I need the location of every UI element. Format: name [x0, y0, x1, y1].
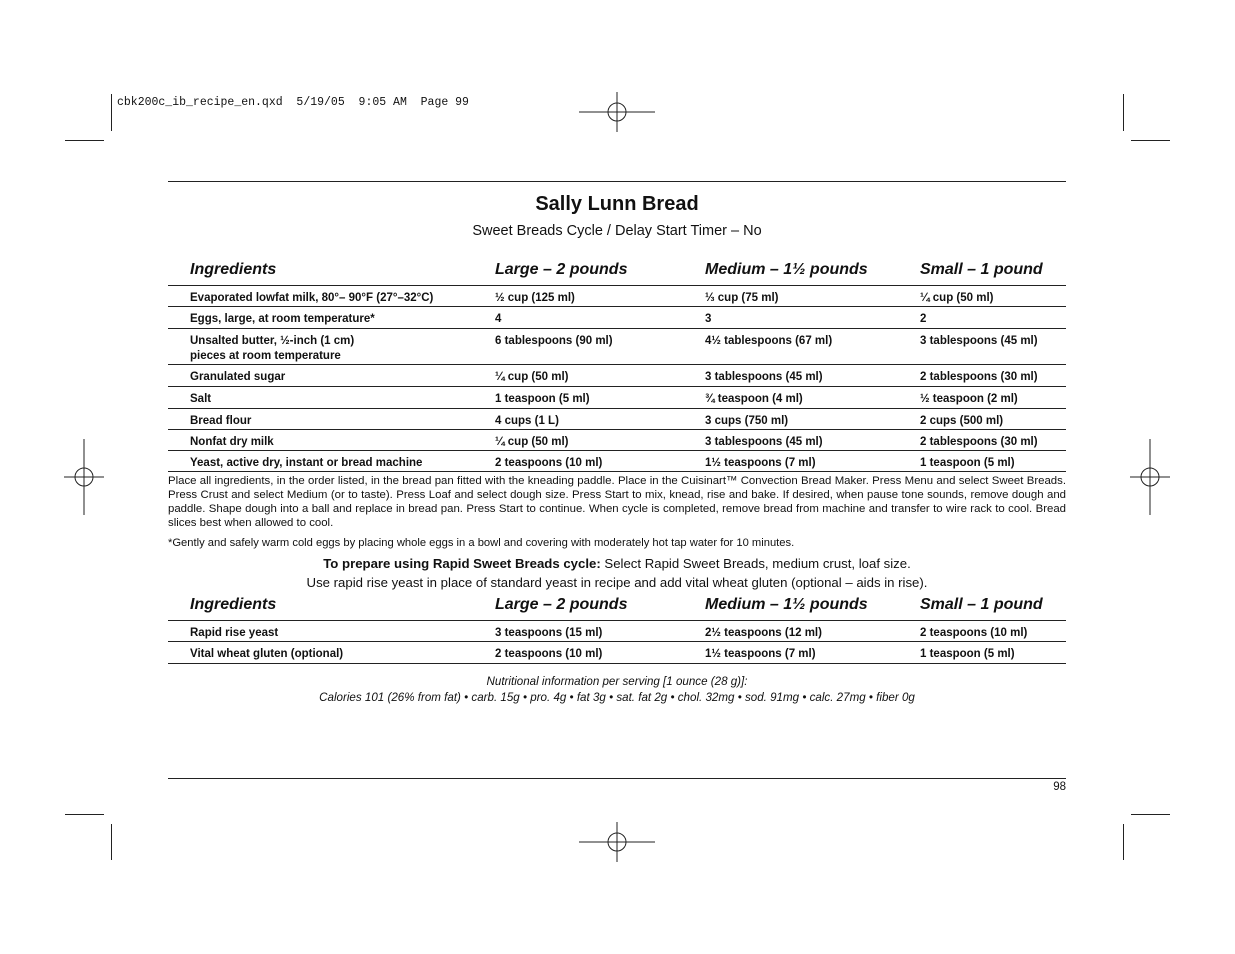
- table-row: [168, 409, 1066, 430]
- rapid-ingredients-table: [168, 596, 1066, 664]
- printer-slug: cbk200c_ib_recipe_en.qxd 5/19/05 9:05 AM Page 99: [117, 96, 469, 109]
- crop-mark-bottom-right-vertical: [1123, 824, 1124, 860]
- large-amount: ¼ cup (50 ml): [495, 371, 569, 383]
- rapid-cycle-line2: Use rapid rise yeast in place of standard yeast in recipe and add vital wheat gluten (optional – aids in rise).: [306, 575, 928, 590]
- small-amount: 1 teaspoon (5 ml): [920, 457, 1015, 469]
- eggs-footnote: *Gently and safely warm cold eggs by placing whole eggs in a bowl and covering with moderately hot tap water for 10 minutes.: [168, 537, 795, 549]
- crop-mark-bottom-left-vertical: [111, 824, 112, 860]
- nutrition-heading: Nutritional information per serving [1 ounce (28 g)]:: [486, 675, 748, 688]
- medium-amount: 2½ teaspoons (12 ml): [705, 627, 822, 639]
- medium-amount: 4½ tablespoons (67 ml): [705, 335, 833, 347]
- table-row: [168, 621, 1066, 642]
- medium-amount: 3 cups (750 ml): [705, 415, 789, 427]
- crop-mark-top-right-vertical: [1123, 94, 1124, 131]
- ingredient-name: Nonfat dry milk: [190, 436, 274, 448]
- ingredient-name: Evaporated lowfat milk, 80°– 90°F (27°–32°C): [190, 292, 434, 304]
- header-ingredients: Ingredients: [190, 261, 277, 278]
- ingredient-name: Salt: [190, 393, 212, 405]
- recipe-title: Sally Lunn Bread: [535, 193, 699, 215]
- large-amount: 2 teaspoons (10 ml): [495, 648, 603, 660]
- medium-amount: 1½ teaspoons (7 ml): [705, 648, 816, 660]
- crop-mark-top-left-vertical: [111, 94, 112, 131]
- ingredient-name: Rapid rise yeast: [190, 627, 279, 639]
- ingredient-name: Yeast, active dry, instant or bread machine: [190, 457, 423, 469]
- header-large: Large – 2 pounds: [495, 261, 628, 278]
- large-amount: 4 cups (1 L): [495, 415, 559, 427]
- ingredients-table: [168, 261, 1066, 472]
- table-row: [168, 642, 1066, 664]
- medium-amount: 1½ teaspoons (7 ml): [705, 457, 816, 469]
- registration-mark-right: [1112, 439, 1188, 515]
- rapid-cycle-lead: To prepare using Rapid Sweet Breads cycle:: [323, 556, 601, 571]
- crop-mark-bottom-left-horizontal: [65, 814, 104, 815]
- header-small: Small – 1 pound: [920, 596, 1043, 613]
- table-header: [168, 596, 1066, 621]
- nutrition-values: Calories 101 (26% from fat) • carb. 15g • pro. 4g • fat 3g • sat. fat 2g • chol. 32mg • sod. 91mg • calc. 27mg • fiber 0g: [319, 691, 915, 704]
- ingredient-name: Vital wheat gluten (optional): [190, 648, 344, 660]
- table-row: [168, 329, 1066, 365]
- large-amount: 6 tablespoons (90 ml): [495, 335, 613, 347]
- small-amount: 2 teaspoons (10 ml): [920, 627, 1028, 639]
- registration-mark-bottom: [579, 804, 655, 880]
- top-rule: [168, 181, 1066, 182]
- header-medium: Medium – 1½ pounds: [705, 261, 868, 278]
- large-amount: ½ cup (125 ml): [495, 292, 575, 304]
- table-row: [168, 286, 1066, 307]
- crop-mark-top-right-horizontal: [1131, 140, 1170, 141]
- table-row: [168, 307, 1066, 329]
- small-amount: ¼ cup (50 ml): [920, 292, 994, 304]
- small-amount: ½ teaspoon (2 ml): [920, 393, 1018, 405]
- small-amount: 1 teaspoon (5 ml): [920, 648, 1015, 660]
- small-amount: 2 cups (500 ml): [920, 415, 1004, 427]
- small-amount: 2: [920, 313, 927, 325]
- rapid-cycle-note: [168, 556, 1066, 571]
- header-large: Large – 2 pounds: [495, 596, 628, 613]
- large-amount: 2 teaspoons (10 ml): [495, 457, 603, 469]
- header-medium: Medium – 1½ pounds: [705, 596, 868, 613]
- page-number: 98: [1053, 781, 1066, 793]
- small-amount: 2 tablespoons (30 ml): [920, 371, 1038, 383]
- registration-mark-top: [579, 74, 655, 150]
- medium-amount: 3 tablespoons (45 ml): [705, 371, 823, 383]
- small-amount: 3 tablespoons (45 ml): [920, 335, 1038, 347]
- table-header: [168, 261, 1066, 286]
- ingredient-name: Bread flour: [190, 415, 252, 427]
- header-small: Small – 1 pound: [920, 261, 1043, 278]
- recipe-subtitle: Sweet Breads Cycle / Delay Start Timer – No: [472, 223, 762, 239]
- header-ingredients: Ingredients: [190, 596, 277, 613]
- table-row: [168, 430, 1066, 451]
- crop-mark-bottom-right-horizontal: [1131, 814, 1170, 815]
- medium-amount: ¾ teaspoon (4 ml): [705, 393, 803, 405]
- table-row: [168, 451, 1066, 472]
- bottom-rule: [168, 778, 1066, 779]
- large-amount: 1 teaspoon (5 ml): [495, 393, 590, 405]
- large-amount: 4: [495, 313, 502, 325]
- rapid-cycle-text: Select Rapid Sweet Breads, medium crust, loaf size.: [600, 556, 911, 571]
- small-amount: 2 tablespoons (30 ml): [920, 436, 1038, 448]
- crop-mark-top-left-horizontal: [65, 140, 104, 141]
- large-amount: ¼ cup (50 ml): [495, 436, 569, 448]
- instructions-paragraph: Place all ingredients, in the order listed, in the bread pan fitted with the kneading paddle. Place in the Cuisinart™ Convection Bread Maker. Press Menu and select Sweet Breads. Press Crust and select Medium (or to taste). Press Loaf and select dough size. Press Start to mix, knead, rise and bake. If desired, when pause tone sounds, remove dough and paddle. Shape dough into a ball and replace in bread pan. Press Start to continue. When cycle is completed, remove bread from machine and transfer to wire rack to cool. Bread slices best when allowed to cool.: [168, 475, 1066, 529]
- ingredient-name: Eggs, large, at room temperature*: [190, 313, 375, 325]
- table-row: [168, 387, 1066, 409]
- ingredient-name: Unsalted butter, ½-inch (1 cm) pieces at room temperature: [190, 335, 355, 362]
- large-amount: 3 teaspoons (15 ml): [495, 627, 603, 639]
- medium-amount: ⅓ cup (75 ml): [705, 292, 779, 304]
- medium-amount: 3: [705, 313, 712, 325]
- ingredient-name: Granulated sugar: [190, 371, 286, 383]
- medium-amount: 3 tablespoons (45 ml): [705, 436, 823, 448]
- table-row: [168, 365, 1066, 387]
- registration-mark-left: [46, 439, 122, 515]
